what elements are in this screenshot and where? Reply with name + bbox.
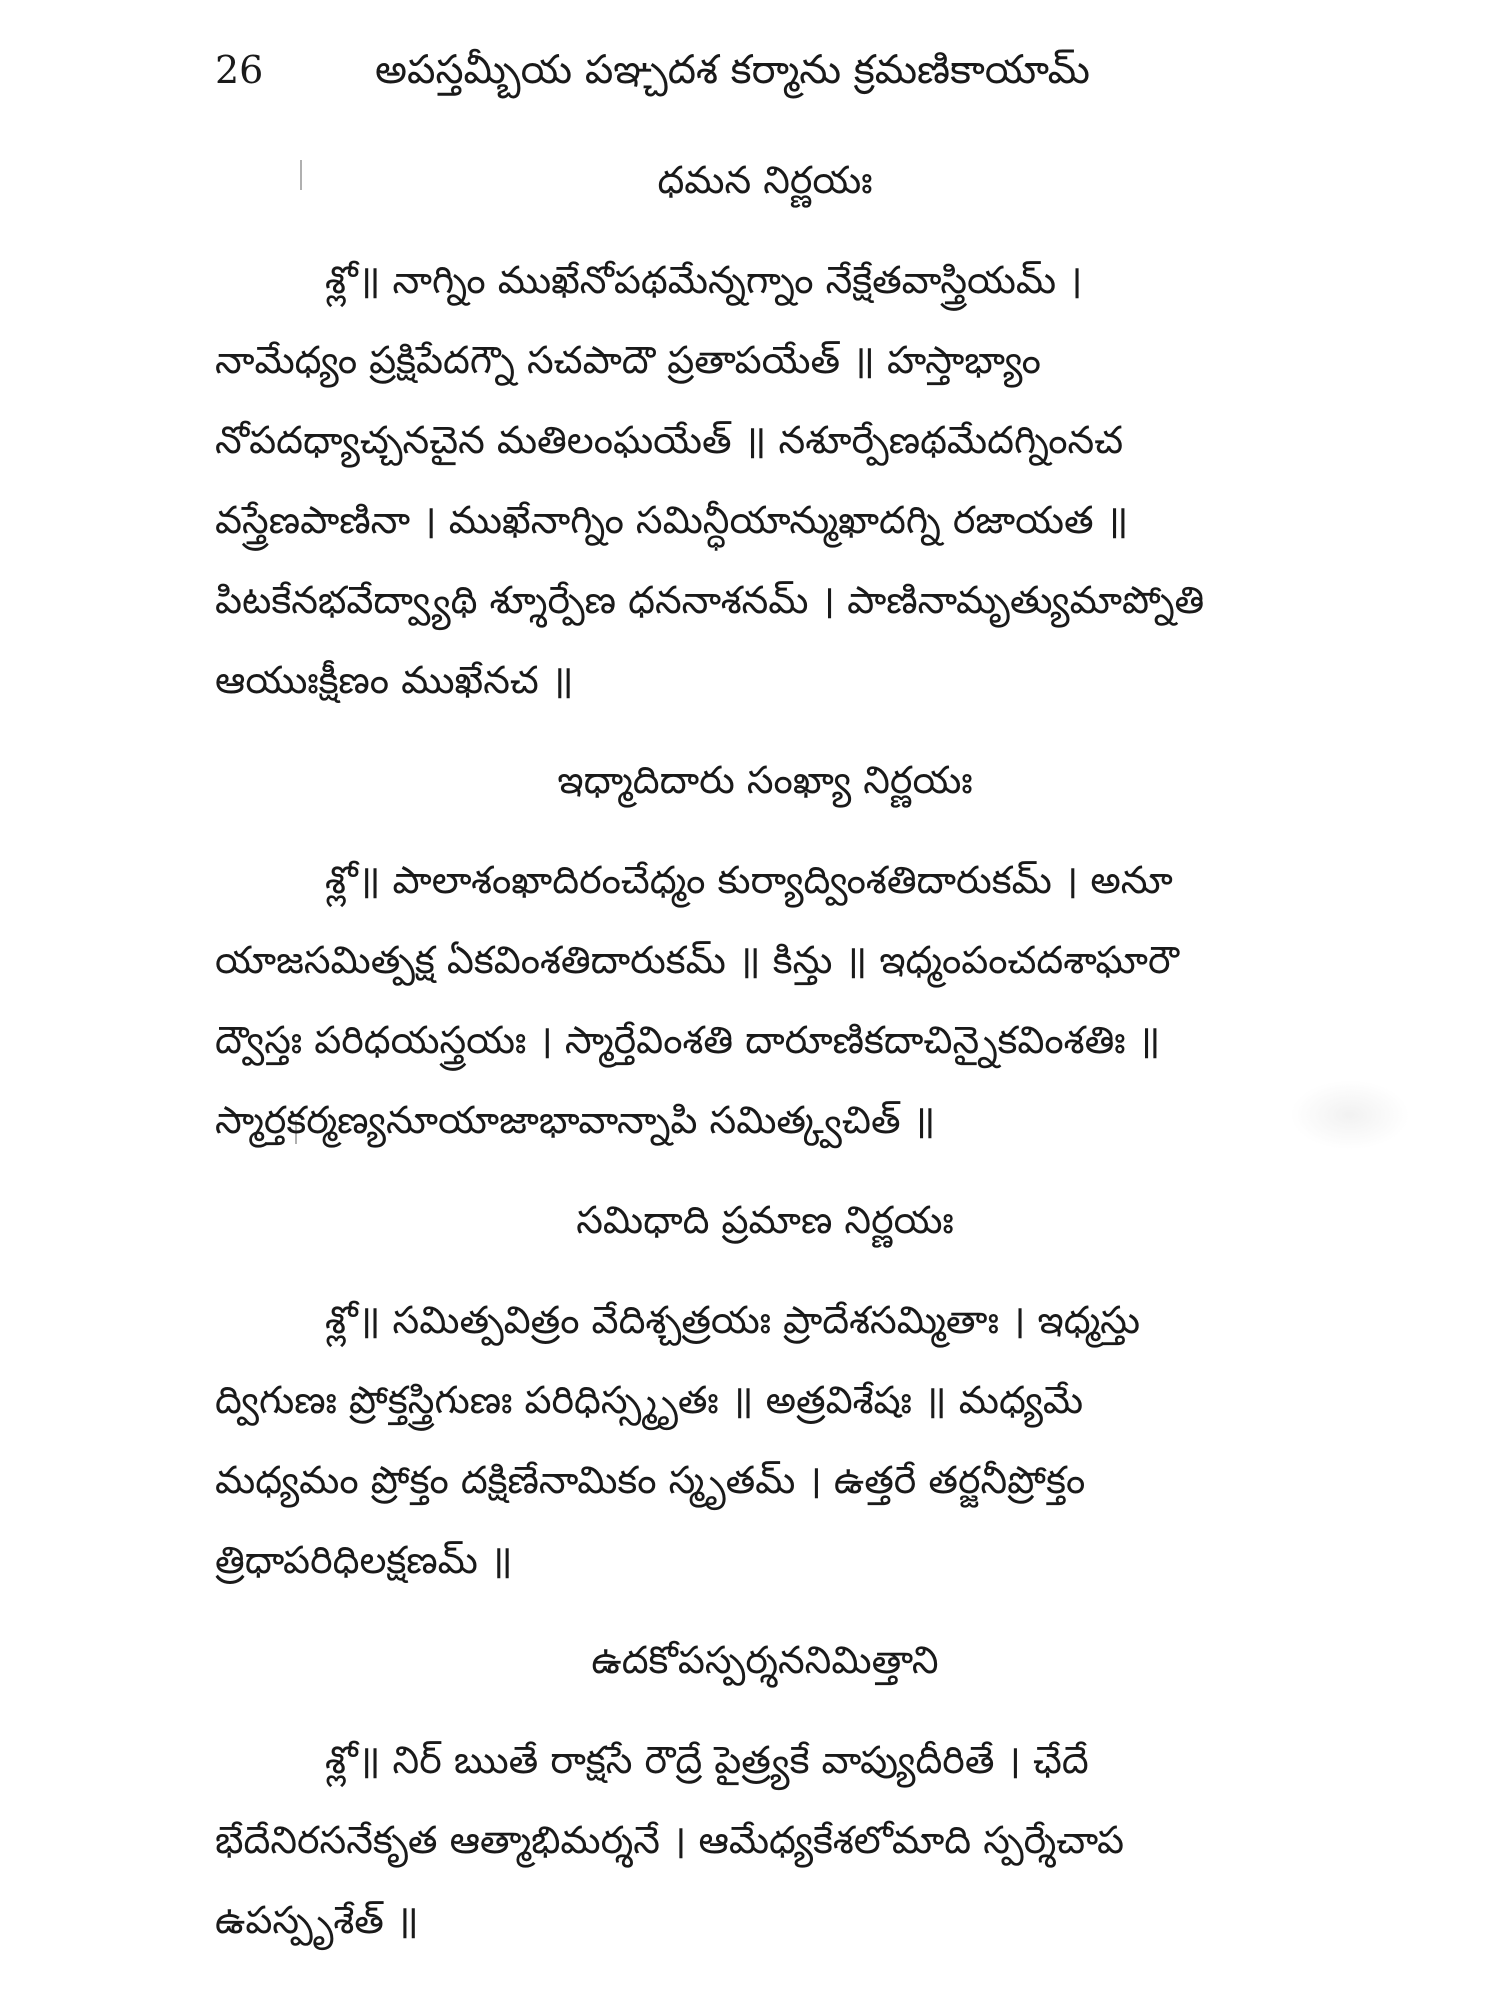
section-title: ఇధ్మాదిదారు సంఖ్యా నిర్ణయః bbox=[557, 758, 973, 802]
verse-line: త్రిధాపరిధిలక్షణమ్ ॥ bbox=[215, 1538, 513, 1582]
verse-block bbox=[215, 1720, 1315, 1960]
verse-line: శ్లో॥ సమిత్పవిత్రం వేదిశ్చత్రయః ప్రాదేశసమ్మితాః । ఇధ్మస్తు bbox=[325, 1298, 1141, 1342]
verse-block bbox=[215, 1280, 1315, 1600]
verse-line: నామేధ్యం ప్రక్షిపేదగ్నౌ సచపాదౌ ప్రతాపయేత్ ॥ హస్తాభ్యాం bbox=[215, 338, 1041, 382]
section-title: ఉదకోపస్పర్శననిమిత్తాని bbox=[591, 1638, 939, 1682]
verse-line: శ్లో॥ నాగ్నిం ముఖేనోపథమేన్నగ్నాం నేక్షేతవాస్త్రియమ్ । bbox=[325, 258, 1083, 302]
section-title: ధమన నిర్ణయః bbox=[657, 158, 873, 202]
verse-line: శ్లో॥ పాలాశంఖాదిరంచేధ్మం కుర్యాద్వింశతిదారుకమ్ । అనూ bbox=[325, 858, 1173, 902]
verse-line: నోపదధ్యాచ్చనచైన మతిలంఘయేత్ ॥ నశూర్పేణథమేదగ్నింనచ bbox=[215, 418, 1124, 462]
verse-line: మధ్యమం ప్రోక్తం దక్షిణేనామికం స్మృతమ్ । ఉత్తరే తర్జనీప్రోక్తం bbox=[215, 1458, 1086, 1502]
page-content bbox=[215, 130, 1315, 1990]
verse-line: యాజసమిత్పక్ష ఏకవింశతిదారుకమ్ ॥ కిన్తు ॥ ఇధ్మంపంచదశాఘారౌ bbox=[215, 938, 1179, 982]
running-title: అపస్తమ్బీయ పఞ్చదశ కర్మాను క్రమణికాయామ్ bbox=[375, 47, 1090, 93]
page-header bbox=[215, 40, 1315, 100]
verse-line: ద్వౌస్తః పరిధయస్త్రయః । స్మార్తేవింశతి దారూణికదాచిన్నైకవింశతిః ॥ bbox=[215, 1018, 1161, 1062]
verse-line: ద్విగుణః ప్రోక్తస్త్రిగుణః పరిధిస్స్మృతః ॥ అత్రవిశేషః ॥ మధ్యమే bbox=[215, 1378, 1084, 1422]
verse-line: వస్త్రేణపాణినా । ముఖేనాగ్నిం సమిన్ధీయాన్ముఖాదగ్ని రజాయత ॥ bbox=[215, 498, 1129, 542]
verse-line: పిటకేనభవేద్వ్యాథి శ్శూర్పేణ ధననాశనమ్ । పాణినామృత్యుమాప్నోతి bbox=[215, 578, 1205, 622]
verse-line: భేదేనిరసనేకృత ఆత్మాభిమర్శనే । ఆమేధ్యకేశలోమాది స్పర్శేచాప bbox=[215, 1818, 1125, 1862]
verse-line: స్మార్తకర్మణ్యనూయాజాభావాన్నాపి సమిత్క్వచిత్ ॥ bbox=[215, 1098, 936, 1142]
verse-line: శ్లో॥ నిర్ ఋతే రాక్షసే రౌద్రే పైత్ర్యకే వాప్యుదీరితే । ఛేదే bbox=[325, 1738, 1089, 1782]
page-number: 26 bbox=[215, 48, 264, 92]
verse-block bbox=[215, 840, 1315, 1160]
section-title: సమిధాది ప్రమాణ నిర్ణయః bbox=[576, 1198, 954, 1242]
verse-line: ఆయుఃక్షీణం ముఖేనచ ॥ bbox=[215, 658, 574, 702]
verse-line: ఉపస్పృశేత్ ॥ bbox=[215, 1898, 419, 1942]
verse-block bbox=[215, 240, 1315, 720]
